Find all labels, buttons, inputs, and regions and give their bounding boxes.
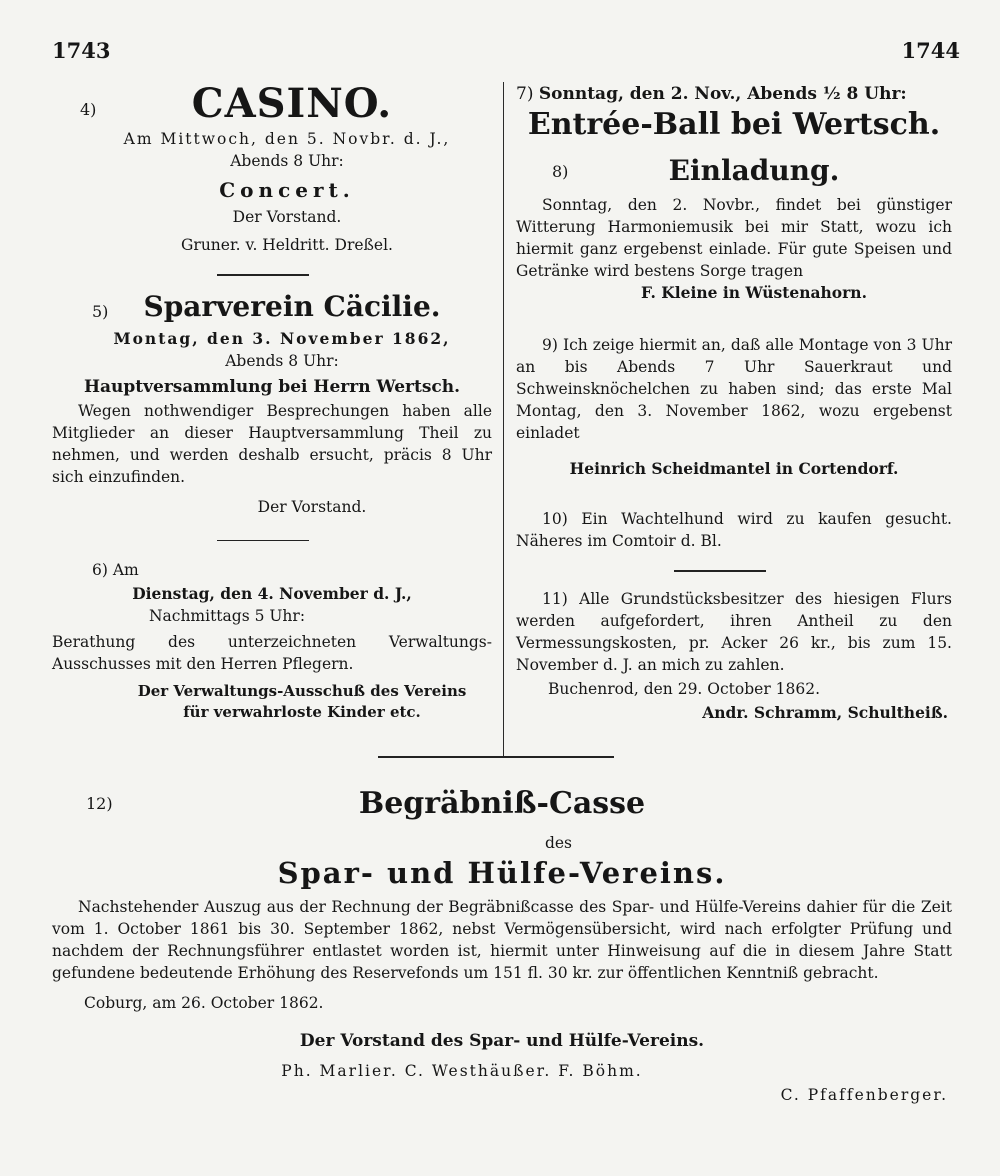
page-number-left: 1743: [52, 38, 111, 63]
sparverein-time: Abends 8 Uhr:: [225, 351, 339, 370]
casse-place-date: Coburg, am 26. October 1862.: [84, 994, 324, 1012]
left-column: [52, 82, 492, 723]
einladung-sign: F. Kleine in Wüstenahorn.: [641, 283, 867, 302]
notice-number: 4): [80, 100, 97, 119]
sparverein-headline: Hauptversammlung bei Herrn Wertsch.: [83, 376, 461, 397]
casse-title: Begräbniß-Casse: [358, 786, 646, 821]
notice-sauerkraut: [516, 334, 952, 480]
separator: [217, 274, 309, 276]
verwaltung-sign-line1: Der Verwaltungs-Ausschuß des Vereins: [137, 682, 467, 700]
wachtelhund-text: [516, 508, 952, 552]
notice-number: 7): [516, 84, 534, 104]
vermessung-text: [516, 588, 952, 676]
column-divider: [503, 82, 504, 757]
sauerkraut-text: [516, 334, 952, 444]
notice-einladung: [516, 154, 952, 304]
casse-body: Nachstehender Auszug aus der Rechnung der Begräbnißcasse des Spar- und Hülfe-Vereins dahier für die Zeit vom 1. October 1861 bis 30. September 1862, nebst Vermögensübersicht, wird nach erfolgter Prüfung und nachdem der Rechnungsführer entlastet worden ist, hiermit unter Hinweisung auf die in diesem Jahre Statt gefundene bedeutende Erhöhung des Reservefonds um 151 fl. 30 kr. zur öffentlichen Kenntniß gebracht.: [52, 898, 952, 982]
sauerkraut-sign: Heinrich Scheidmantel in Cortendorf.: [569, 459, 899, 478]
notice-vermessung: [516, 588, 952, 724]
separator: [378, 756, 614, 758]
notice-number: 9): [542, 336, 558, 354]
notice-begraebniss-casse: [52, 784, 952, 1106]
casse-subtitle: Spar- und Hülfe-Vereins.: [277, 856, 727, 890]
notice-number: 8): [552, 162, 569, 181]
casino-board: Der Vorstand.: [232, 208, 342, 226]
casino-title: CASINO.: [191, 80, 393, 127]
separator: [217, 540, 309, 542]
notice-number: 6): [92, 561, 108, 579]
verwaltung-body: Berathung des unterzeichneten Verwaltungs-Ausschusses mit den Herren Pflegern.: [52, 633, 492, 673]
notice-casino: [52, 82, 492, 268]
casse-board: Der Vorstand des Spar- und Hülfe-Vereins.: [299, 1031, 705, 1051]
casse-des: des: [544, 834, 572, 852]
ball-title: Entrée-Ball bei Wertsch.: [527, 107, 941, 142]
ball-date: Sonntag, den 2. Nov., Abends ½ 8 Uhr:: [538, 84, 907, 104]
notice-number: 11): [542, 589, 568, 608]
einladung-title: Einladung.: [668, 154, 840, 187]
sparverein-date: Montag, den 3. November 1862,: [113, 328, 451, 348]
casse-names: Ph. Marlier. C. Westhäußer. F. Böhm.: [281, 1062, 643, 1080]
casino-names: Gruner. v. Heldritt. Dreßel.: [181, 236, 393, 254]
vermessung-body: Alle Grundstücksbesitzer des hiesigen Flurs werden aufgefordert, ihren Antheil zu den Vermessungskosten, pr. Acker 26 kr., bis zum 15. November d. J. an mich zu zahlen.: [516, 589, 952, 674]
sauerkraut-body: Ich zeige hiermit an, daß alle Montage von 3 Uhr an bis Abends 7 Uhr Sauerkraut und Schweinsknöchelchen zu haben sind; das erste Mal Montag, den 3. November 1862, wozu ergebenst einladet: [516, 336, 952, 442]
notice-sparverein: [52, 290, 492, 518]
notice-number: 12): [86, 794, 113, 813]
page-number-right: 1744: [901, 38, 960, 63]
verwaltung-am: Am: [112, 561, 139, 579]
sparverein-body: Wegen nothwendiger Besprechungen haben alle Mitglieder an dieser Hauptversammlung Theil zu nehmen, und werden deshalb ersucht, präcis 8 Uhr sich einzufinden.: [52, 401, 492, 486]
notice-number: 5): [92, 301, 109, 321]
vermessung-sign: Andr. Schramm, Schultheiß.: [702, 702, 948, 722]
casino-time: Abends 8 Uhr:: [230, 152, 344, 170]
notice-number: 10): [542, 510, 568, 528]
casino-event: Concert.: [219, 178, 355, 202]
einladung-body: Sonntag, den 2. Novbr., findet bei günstiger Witterung Harmoniemusik bei mir Statt, wozu ich hiermit ganz ergebenst einlade. Für gute Speisen und Getränke wird bestens Sorge tragen: [516, 196, 952, 280]
wachtelhund-body: Ein Wachtelhund wird zu kaufen gesucht. Näheres im Comtoir d. Bl.: [516, 510, 952, 550]
notice-verwaltung: [52, 559, 492, 723]
verwaltung-date: Dienstag, den 4. November d. J.,: [132, 584, 412, 603]
right-column: [516, 82, 952, 724]
verwaltung-time: Nachmittags 5 Uhr:: [148, 607, 306, 625]
notice-wachtelhund: [516, 508, 952, 552]
vermessung-place-date: Buchenrod, den 29. October 1862.: [548, 679, 821, 698]
separator: [674, 570, 766, 572]
verwaltung-sign-line2: für verwahrloste Kinder etc.: [183, 703, 421, 721]
casse-last-name: C. Pfaffenberger.: [780, 1086, 948, 1104]
sparverein-title: Sparverein Cäcilie.: [143, 289, 441, 323]
notice-entree-ball: [516, 82, 952, 142]
sparverein-sign: Der Vorstand.: [257, 497, 367, 516]
casino-date: Am Mittwoch, den 5. Novbr. d. J.,: [123, 130, 451, 148]
